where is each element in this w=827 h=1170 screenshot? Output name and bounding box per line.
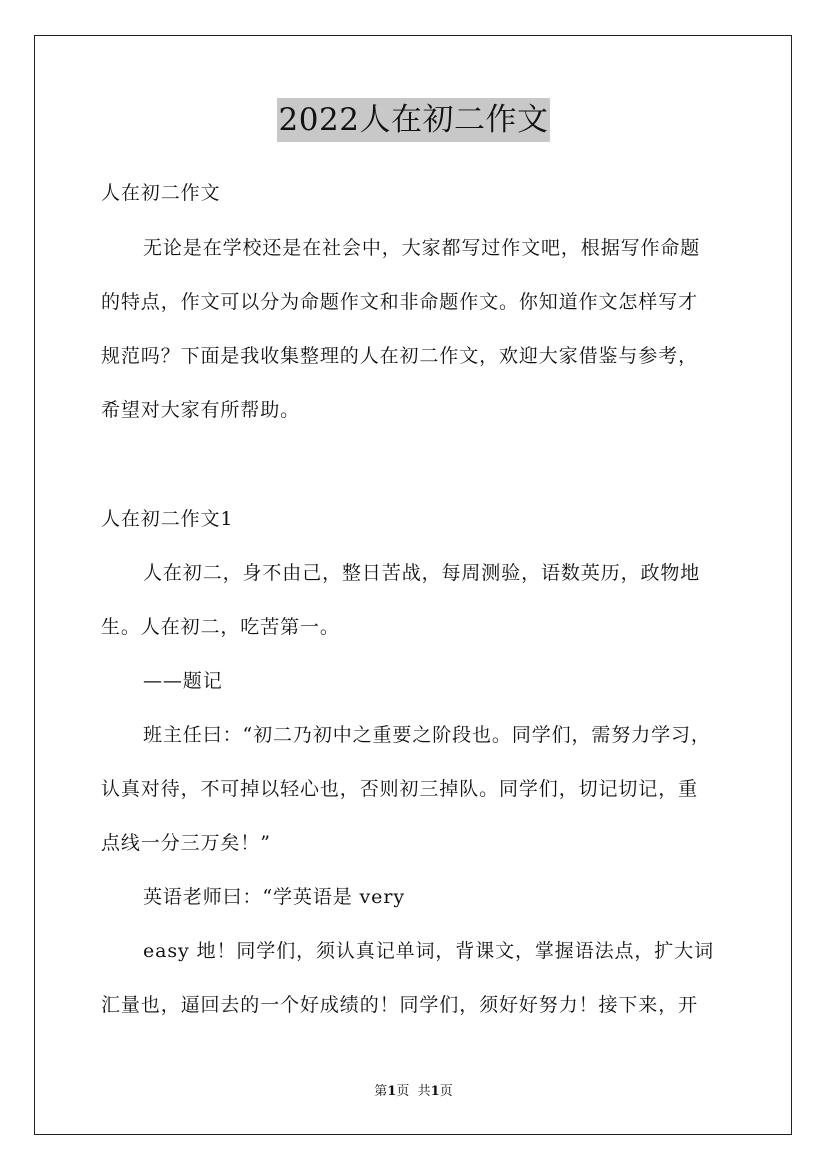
page-prefix: 第 xyxy=(374,1084,388,1099)
section-subtitle: 人在初二作文 xyxy=(101,182,221,204)
document-title: 2022人在初二作文 xyxy=(277,98,551,142)
paragraph-line: 的特点，作文可以分为命题作文和非命题作文。你知道作文怎样写才 xyxy=(101,291,699,313)
paragraph-line: 无论是在学校还是在社会中，大家都写过作文吧，根据写作命题 xyxy=(143,237,701,259)
epigraph-line: ——题记 xyxy=(143,670,223,692)
paragraph-line: 点线一分三万矣！” xyxy=(101,832,271,854)
page-total: 1 xyxy=(430,1084,440,1099)
paragraph-line: 英语老师曰：“学英语是 very xyxy=(143,886,405,908)
paragraph-line: 认真对待，不可掉以轻心也，否则初三掉队。同学们，切记切记，重 xyxy=(101,778,699,800)
total-unit: 页 xyxy=(439,1084,453,1099)
paragraph-line: 班主任曰：“初二乃初中之重要之阶段也。同学们，需努力学习， xyxy=(143,724,711,746)
page-current: 1 xyxy=(387,1084,397,1099)
paragraph-line: 汇量也，逼回去的一个好成绩的！同学们，须好好努力！接下来，开 xyxy=(101,994,699,1016)
page-footer xyxy=(0,1083,827,1101)
section-heading: 人在初二作文1 xyxy=(101,508,234,530)
paragraph-line: easy 地！同学们，须认真记单词，背课文，掌握语法点，扩大词 xyxy=(143,940,714,962)
page-unit: 页 xyxy=(396,1084,410,1099)
title-container xyxy=(0,98,827,142)
paragraph-line: 希望对大家有所帮助。 xyxy=(101,399,301,421)
paragraph-line: 生。人在初二，吃苦第一。 xyxy=(101,616,340,638)
paragraph-line: 规范吗？下面是我收集整理的人在初二作文，欢迎大家借鉴与参考， xyxy=(101,345,699,367)
paragraph-line: 人在初二，身不由己，整日苦战，每周测验，语数英历，政物地 xyxy=(143,562,701,584)
total-prefix: 共 xyxy=(417,1084,431,1099)
